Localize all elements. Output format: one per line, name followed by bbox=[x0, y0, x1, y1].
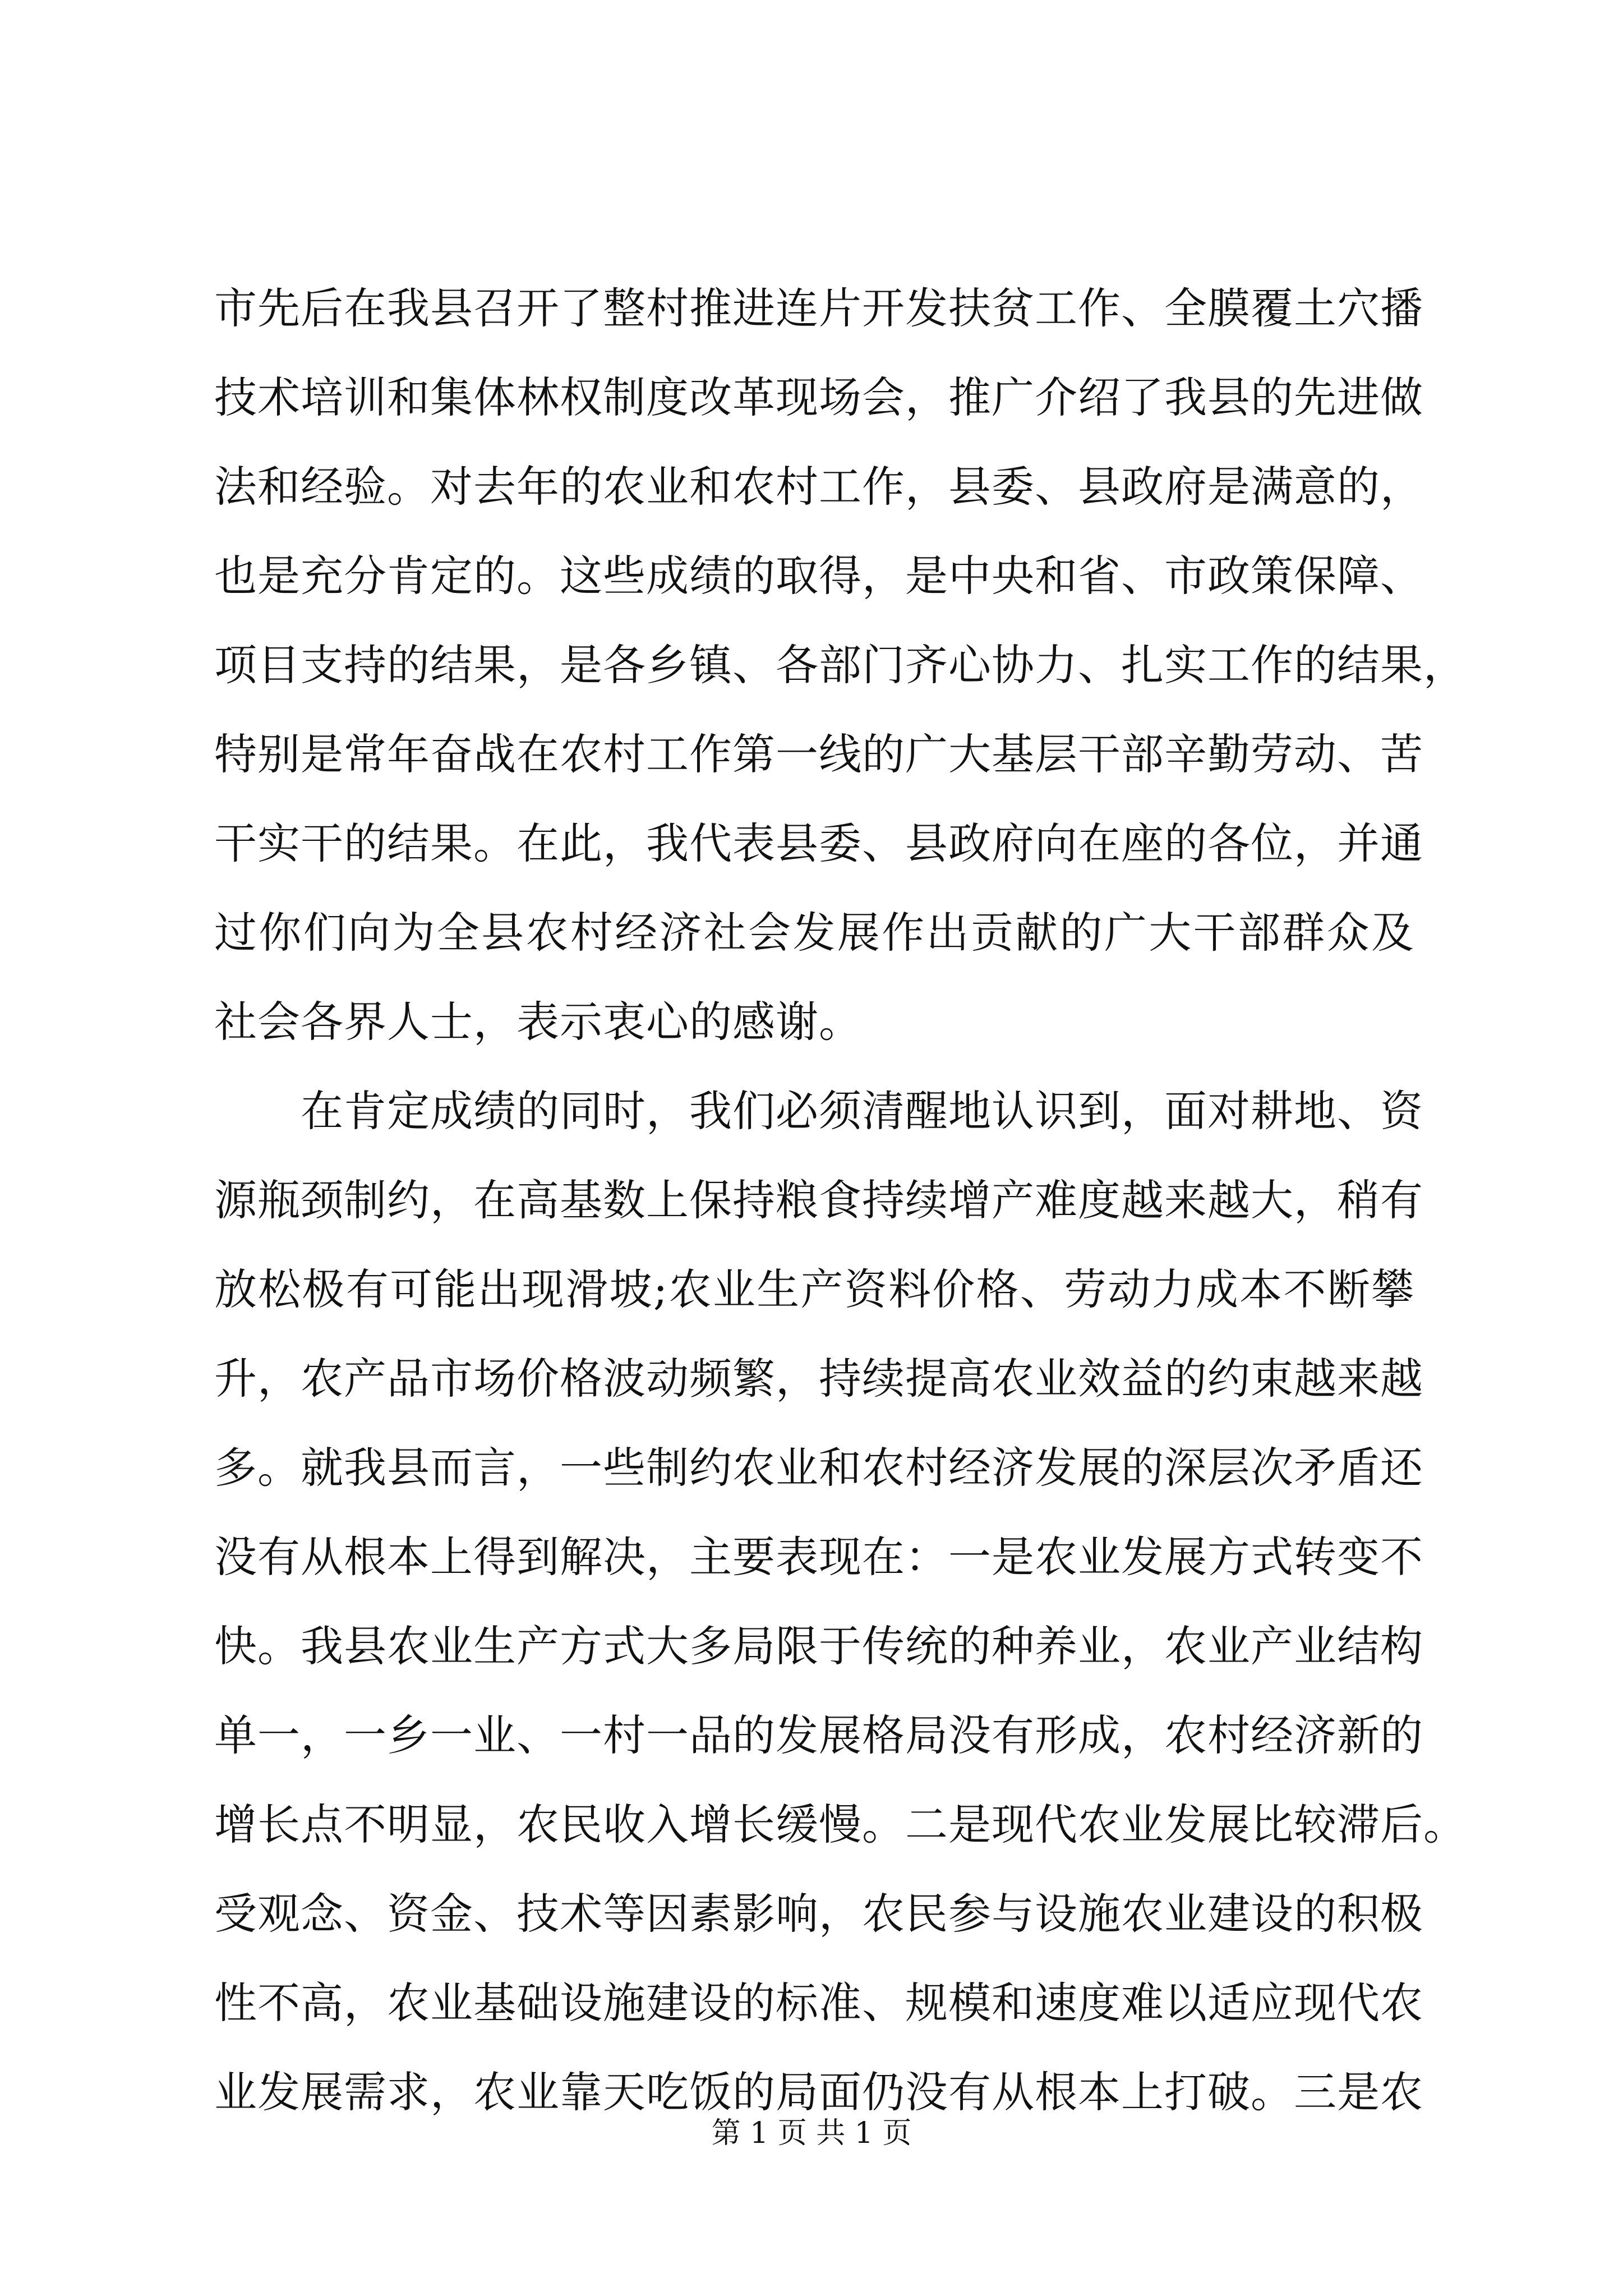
text-line: 性不高，农业基础设施建设的标准、规模和速度难以适应现代农 bbox=[214, 1978, 1423, 2028]
text-line: 也是充分肯定的。这些成绩的取得，是中央和省、市政策保障、 bbox=[214, 551, 1423, 601]
body-text bbox=[214, 264, 1467, 2137]
text-line: 市先后在我县召开了整村推进连片开发扶贫工作、全膜覆土穴播 bbox=[214, 283, 1423, 333]
page-footer: 第 1 页 共 1 页 bbox=[711, 2116, 912, 2150]
text-line: 在肯定成绩的同时，我们必须清醒地认识到，面对耕地、资 bbox=[214, 1086, 1423, 1136]
text-line: 升，农产品市场价格波动频繁，持续提高农业效益的约束越来越 bbox=[214, 1354, 1423, 1404]
text-line: 过你们向为全县农村经济社会发展作出贡献的广大干部群众及 bbox=[214, 908, 1414, 958]
text-line: 单一，一乡一业、一村一品的发展格局没有形成，农村经济新的 bbox=[214, 1710, 1423, 1760]
text-line: 放松极有可能出现滑坡;农业生产资料价格、劳动力成本不断攀 bbox=[214, 1264, 1414, 1314]
text-line: 源瓶颈制约，在高基数上保持粮食持续增产难度越来越大，稍有 bbox=[214, 1175, 1423, 1225]
text-line: 受观念、资金、技术等因素影响，农民参与设施农业建设的积极 bbox=[214, 1889, 1423, 1939]
text-line: 快。我县农业生产方式大多局限于传统的种养业，农业产业结构 bbox=[214, 1621, 1423, 1671]
text-line: 没有从根本上得到解决，主要表现在：一是农业发展方式转变不 bbox=[214, 1532, 1423, 1582]
text-line: 技术培训和集体林权制度改革现场会，推广介绍了我县的先进做 bbox=[214, 372, 1423, 422]
text-line: 多。就我县而言，一些制约农业和农村经济发展的深层次矛盾还 bbox=[214, 1443, 1423, 1493]
text-line: 特别是常年奋战在农村工作第一线的广大基层干部辛勤劳动、苦 bbox=[214, 729, 1423, 779]
text-line: 法和经验。对去年的农业和农村工作，县委、县政府是满意的， bbox=[214, 462, 1423, 512]
text-line: 增长点不明显，农民收入增长缓慢。二是现代农业发展比较滞后。 bbox=[214, 1800, 1467, 1849]
text-line: 业发展需求，农业靠天吃饭的局面仍没有从根本上打破。三是农 bbox=[214, 2067, 1423, 2117]
text-line: 项目支持的结果，是各乡镇、各部门齐心协力、扎实工作的结果， bbox=[214, 640, 1467, 690]
text-line: 社会各界人士，表示衷心的感谢。 bbox=[214, 997, 862, 1047]
text-line: 干实干的结果。在此，我代表县委、县政府向在座的各位，并通 bbox=[214, 818, 1423, 868]
